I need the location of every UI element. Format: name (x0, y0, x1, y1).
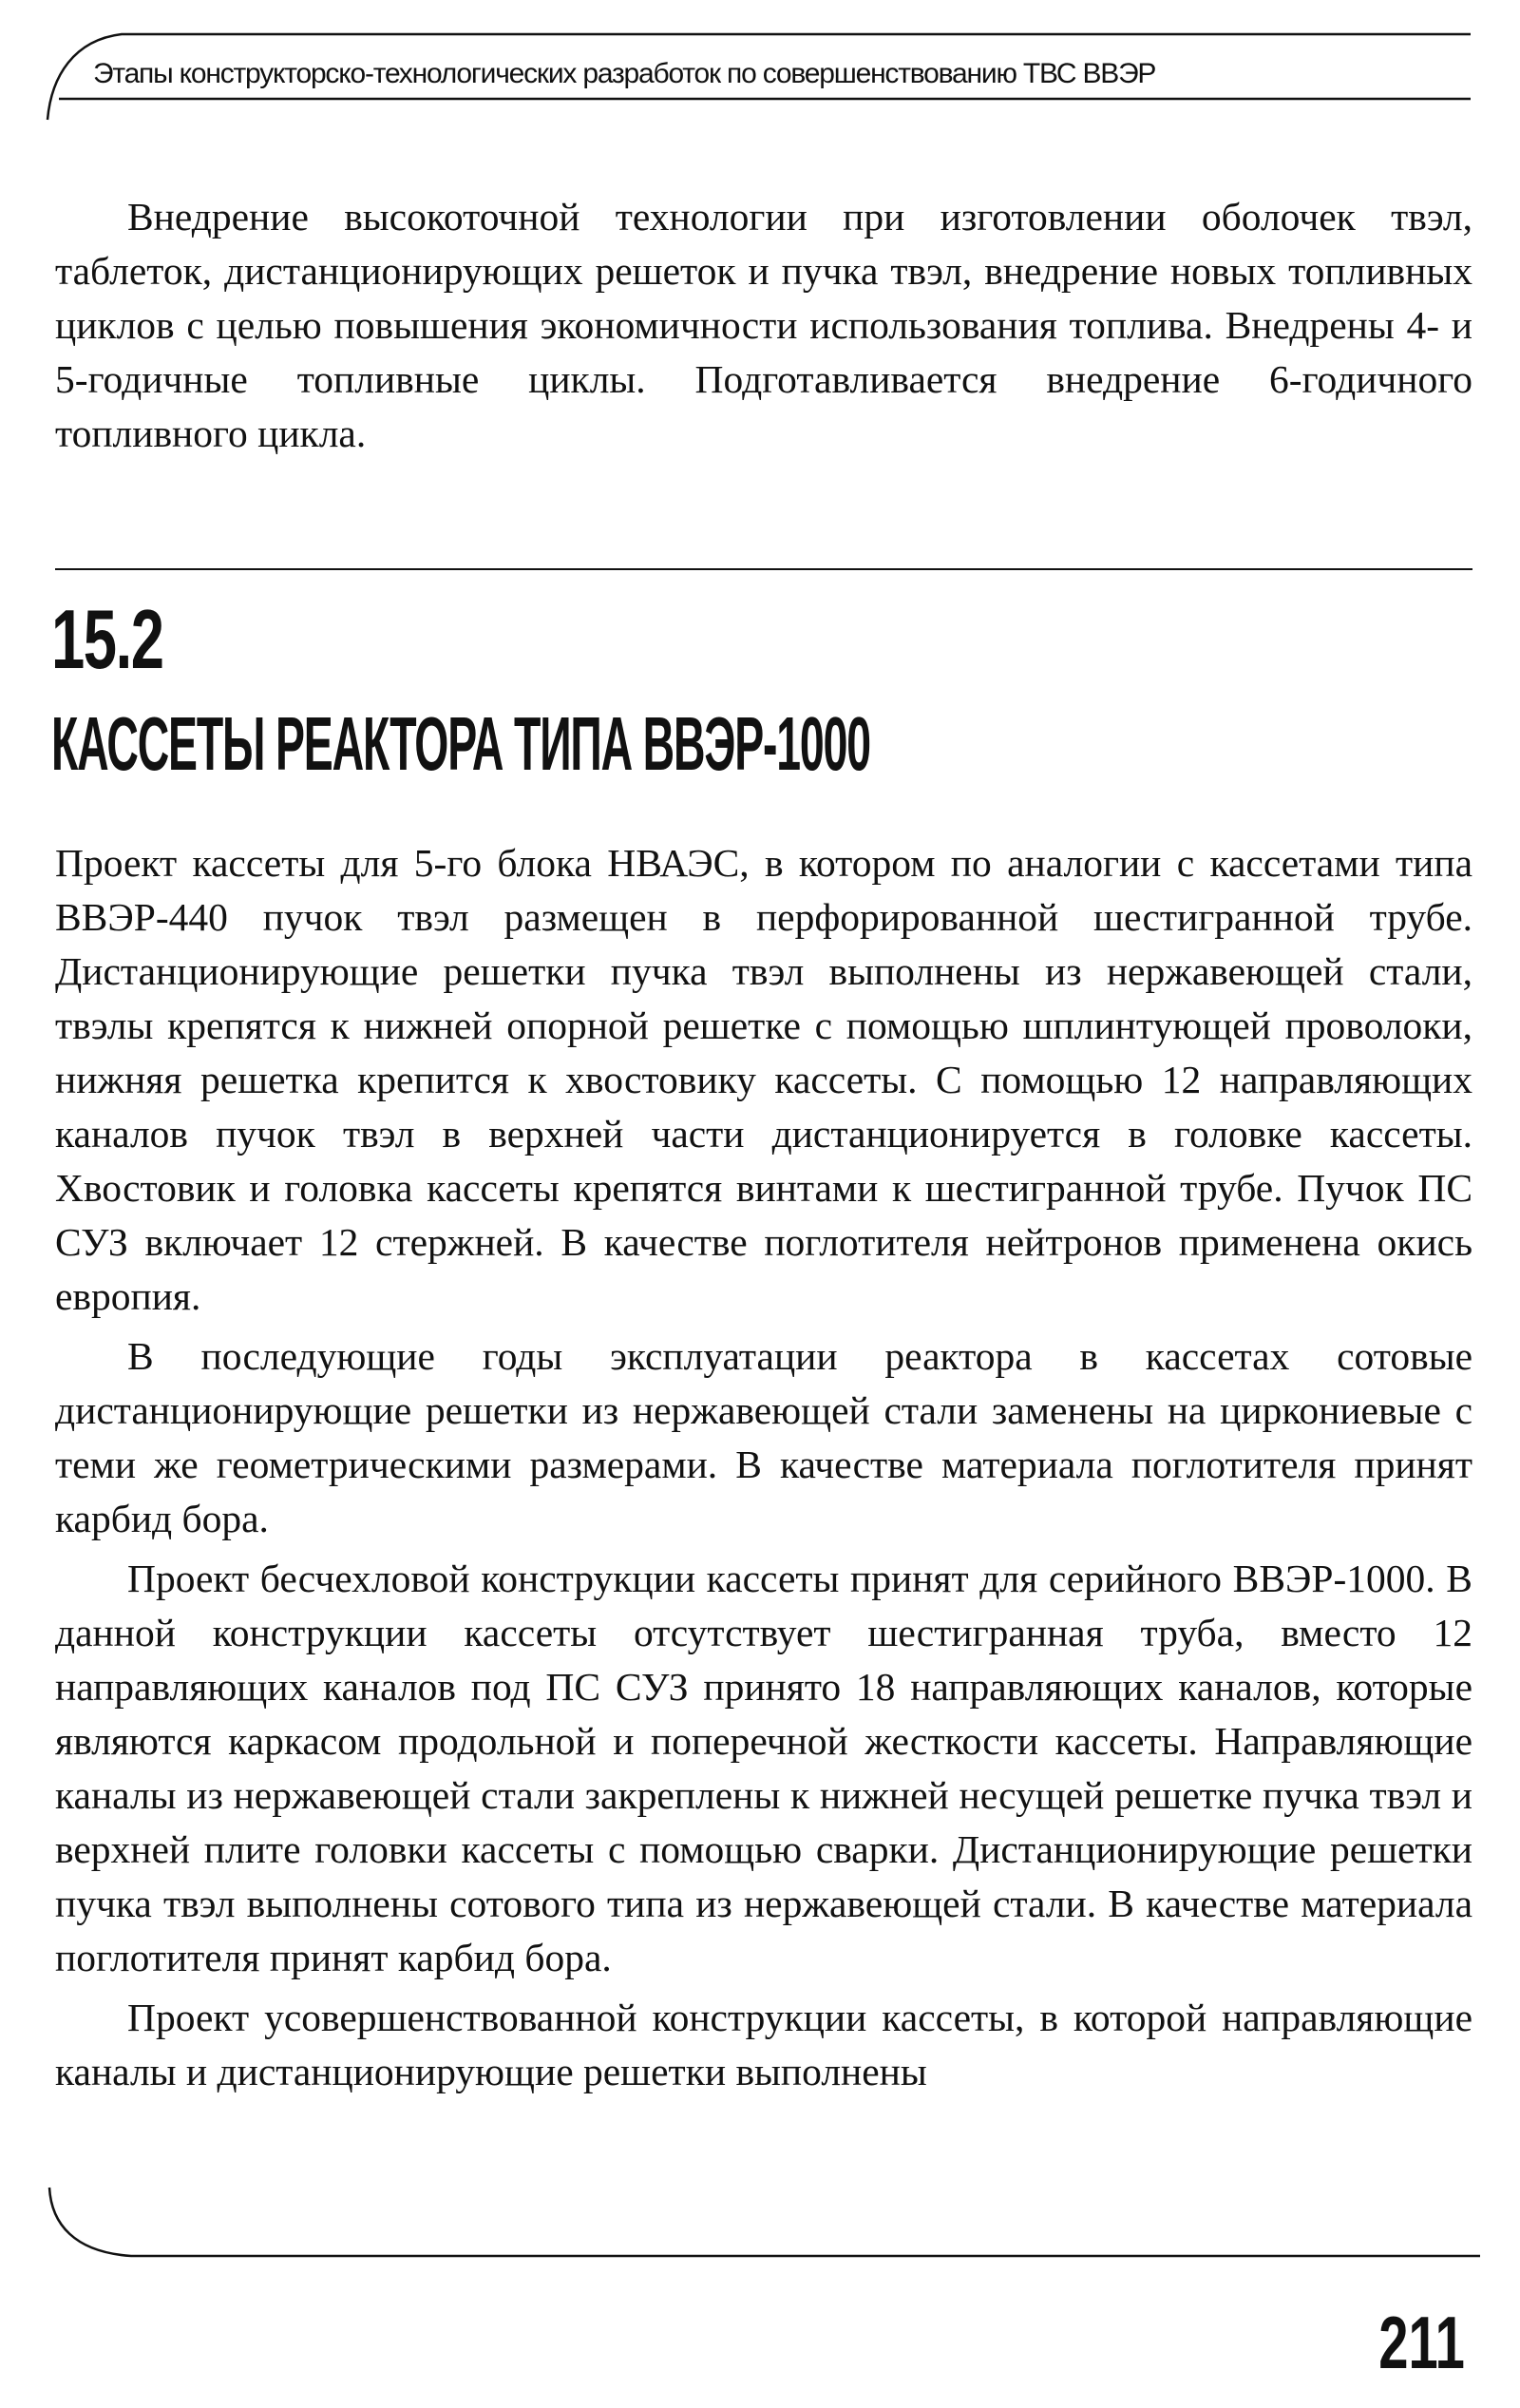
body-paragraph-2: В последующие годы эксплуатации реактора в кассетах сотовые дистанционирующие решетки из нержавеющей стали заменены на циркониевые с теми же геометрическими размерами. В качестве материала поглотителя принят карбид бора. (55, 1334, 1472, 1540)
section-number: 15.2 (51, 592, 163, 686)
body-paragraph-3: Проект бесчехловой конструкции кассеты принят для серийного ВВЭР-1000. В данной конструкции кассеты отсутствует шестигранная труба, вместо 12 направляющих каналов под ПС СУЗ принято 18 направляющих каналов, которые являются каркасом продольной и поперечной жесткости кассеты. Направляющие каналы из нержавеющей стали закреплены к нижней несущей решетке пучка твэл и верхней плите головки кассеты с помощью сварки. Дистанционирующие решетки пучка твэл выполнены сотового типа из нержавеющей стали. В качестве материала поглотителя принят карбид бора. (55, 1557, 1472, 1979)
section-divider (55, 568, 1472, 570)
intro-text (55, 190, 1472, 461)
intro-paragraph: Внедрение высокоточной технологии при изготовлении оболочек твэл, таблеток, дистанционирующих решеток и пучка твэл, внедрение новых топливных циклов с целью повышения экономичности использования топлива. Внедрены 4- и 5-годичные топливные циклы. Подготавливается внедрение 6-годичного топливного цикла. (55, 195, 1472, 455)
section-title: КАССЕТЫ РЕАКТОРА ТИПА ВВЭР-1000 (51, 701, 870, 786)
body-paragraph-1: Проект кассеты для 5-го блока НВАЭС, в котором по аналогии с кассетами типа ВВЭР-440 пучок твэл размещен в перфорированной шестигранной трубе. Дистанционирующие решетки пучка твэл выполнены из нержавеющей стали, твэлы крепятся к нижней опорной решетке с помощью шплинтующей проволоки, нижняя решетка крепится к хвостовику кассеты. С помощью 12 направляющих каналов пучок твэл в верхней части дистанционируется в головке кассеты. Хвостовик и головка кассеты крепятся винтами к шестигранной трубе. Пучок ПС СУЗ включает 12 стержней. В качестве поглотителя нейтронов применена окись европия. (55, 841, 1472, 1318)
footer-decorative-curve (46, 2186, 1480, 2262)
page-number: 211 (1378, 2301, 1465, 2384)
running-header: Этапы конструкторско-технологических разработок по совершенствованию ТВС ВВЭР (93, 58, 1156, 89)
body-paragraph-4: Проект усовершенствованной конструкции кассеты, в которой направляющие каналы и дистанционирующие решетки выполнены (55, 1996, 1472, 2093)
body-text (55, 836, 1472, 2099)
